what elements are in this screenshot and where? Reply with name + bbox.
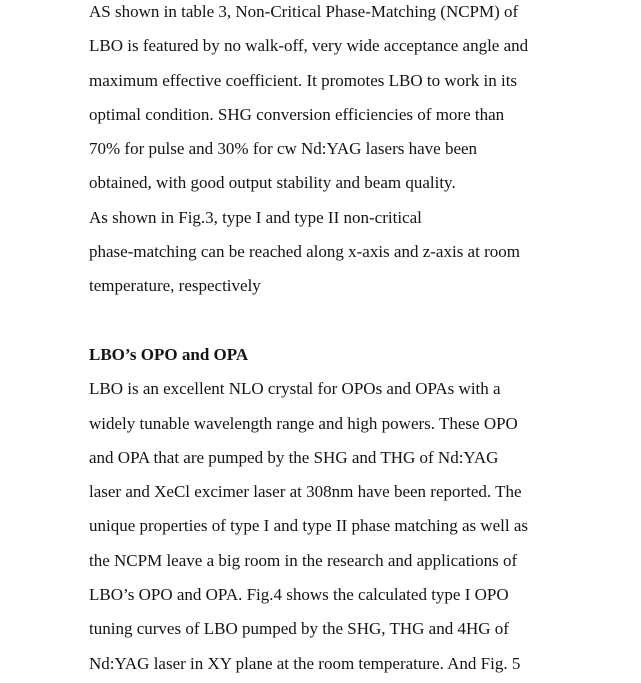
- text-line: and OPA that are pumped by the SHG and THG of Nd:YAG: [89, 447, 499, 467]
- text-line: tuning curves of LBO pumped by the SHG, THG and 4HG of: [89, 619, 509, 639]
- text-line: AS shown in table 3, Non-Critical Phase-Matching (NCPM) of: [89, 2, 519, 21]
- text-line: temperature, respectively: [89, 276, 261, 296]
- text-line: widely tunable wavelength range and high powers. These OPO: [89, 413, 518, 433]
- text-line: optimal condition. SHG conversion efficiencies of more than: [89, 104, 505, 124]
- text-line: the NCPM leave a big room in the research and applications of: [89, 550, 518, 570]
- paragraph-ncpm: [89, 0, 589, 304]
- text-line: laser and XeCl excimer laser at 308nm have been reported. The: [89, 482, 522, 502]
- text-block: [89, 0, 589, 681]
- text-line: LBO’s OPO and OPA. Fig.4 shows the calculated type I OPO: [89, 585, 509, 605]
- text-line: As shown in Fig.3, type I and type II non-critical: [89, 207, 422, 227]
- text-line: LBO is featured by no walk-off, very wide acceptance angle and: [89, 36, 529, 56]
- paragraph-opo-opa: [89, 372, 589, 681]
- text-line: obtained, with good output stability and beam quality.: [89, 173, 456, 193]
- paragraph-spacer: [89, 304, 589, 338]
- text-line: unique properties of type I and type II phase matching as well as: [89, 516, 529, 536]
- text-line: Nd:YAG laser in XY plane at the room temperature. And Fig. 5: [89, 653, 521, 673]
- text-line: 70% for pulse and 30% for cw Nd:YAG lasers have been: [89, 139, 478, 159]
- text-line: maximum effective coefficient. It promotes LBO to work in its: [89, 70, 518, 90]
- text-line: phase-matching can be reached along x-axis and z-axis at room: [89, 242, 520, 262]
- text-line: LBO is an excellent NLO crystal for OPOs and OPAs with a: [89, 379, 501, 399]
- section-heading: LBO’s OPO and OPA: [89, 344, 249, 364]
